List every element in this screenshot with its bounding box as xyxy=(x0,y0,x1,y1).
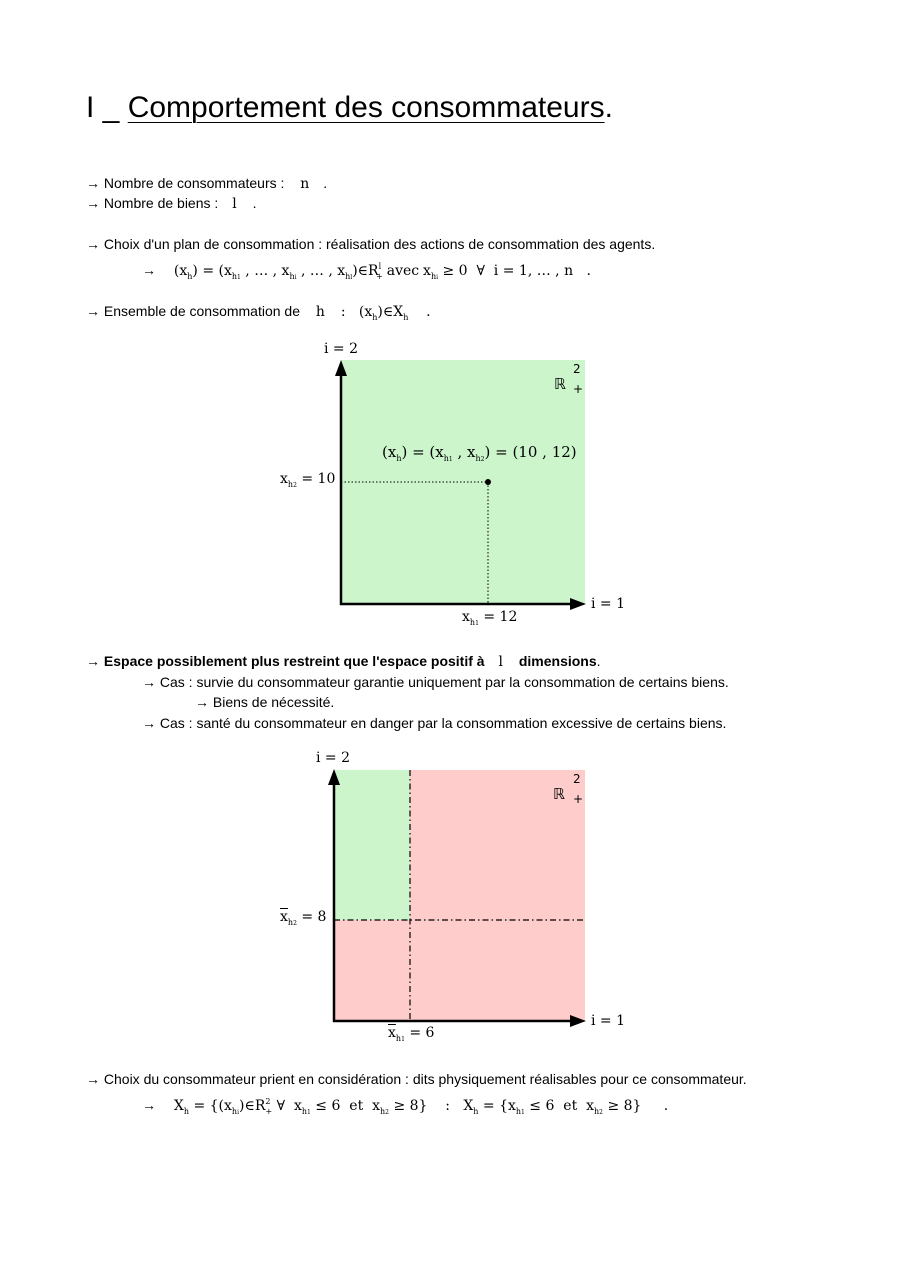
nb-biens-line: → Nombre de biens : l . xyxy=(86,195,257,212)
title-underlined: Comportement des consommateurs xyxy=(127,91,605,124)
graph1-space-label: ℝ xyxy=(554,375,566,393)
graph2-x-tick: $\overline{x}_{h1} = 6$ xyxy=(388,1025,435,1043)
biens-necessite-line: → Biens de nécessité. xyxy=(195,694,335,710)
graph2-space-sub: + xyxy=(573,792,584,806)
choix-consommateur-line: → Choix du consommateur prient en considération : dits physiquement réalisables pour ce consommateur. xyxy=(86,1071,747,1087)
formula-plan: → $(x_h) = (x_{h1}$ , … , $x_{hi}$ , … , $x_{hl})\in R^l_+$ avec $x_{hi} \ge 0$ ∀ i = 1, … , n . xyxy=(142,262,591,281)
ensemble-line: → Ensemble de consommation de h : $(x_h)\in X_h$ . xyxy=(86,303,431,322)
feasible-area xyxy=(334,770,410,920)
graph2-y-axis-label: i = 2 xyxy=(316,750,351,766)
choix-plan-line: → Choix d'un plan de consommation : réalisation des actions de consommation des agents. xyxy=(86,236,656,252)
graph1-space-sub: + xyxy=(573,382,584,396)
graph1-space-sup: 2 xyxy=(573,362,581,376)
graph2-x-axis-label: i = 1 xyxy=(591,1013,626,1029)
graph1-y-axis-label: i = 2 xyxy=(324,341,359,357)
espace-line: → Espace possiblement plus restreint que l'espace positif à l dimensions. xyxy=(86,653,601,670)
graph2-y-tick: $\overline{x}_{h2} = 8$ xyxy=(280,909,327,927)
graph1-x-axis-label: i = 1 xyxy=(591,596,626,612)
graph1-point-label: $(x_h) = (x_{h1}$ , $x_{h2}) = (10$ , 12) xyxy=(382,443,577,463)
page-title: I _ Comportement des consommateurs. xyxy=(86,91,613,124)
graph1-x-tick: $x_{h1} = 12$ xyxy=(462,609,518,627)
graph2-space-label: ℝ xyxy=(553,785,565,803)
cas1-line: → Cas : survie du consommateur garantie uniquement par la consommation de certains biens. xyxy=(142,674,729,690)
graph2-space-sup: 2 xyxy=(573,772,581,786)
nb-consommateurs-line: → Nombre de consommateurs : n . xyxy=(86,175,328,192)
cas2-line: → Cas : santé du consommateur en danger par la consommation excessive de certains biens. xyxy=(142,715,727,731)
formula-feasible-set: → $X_h$ = {$(x_{hi})\in R^2_+$ ∀ $x_{h1} \le 6$ et $x_{h2} \ge 8$} : $X_h = \{x_{h1} \le 6$ et $x_{h2} \ge 8$} . xyxy=(142,1097,669,1116)
graph1-y-tick: $x_{h2} = 10$ xyxy=(280,471,336,489)
